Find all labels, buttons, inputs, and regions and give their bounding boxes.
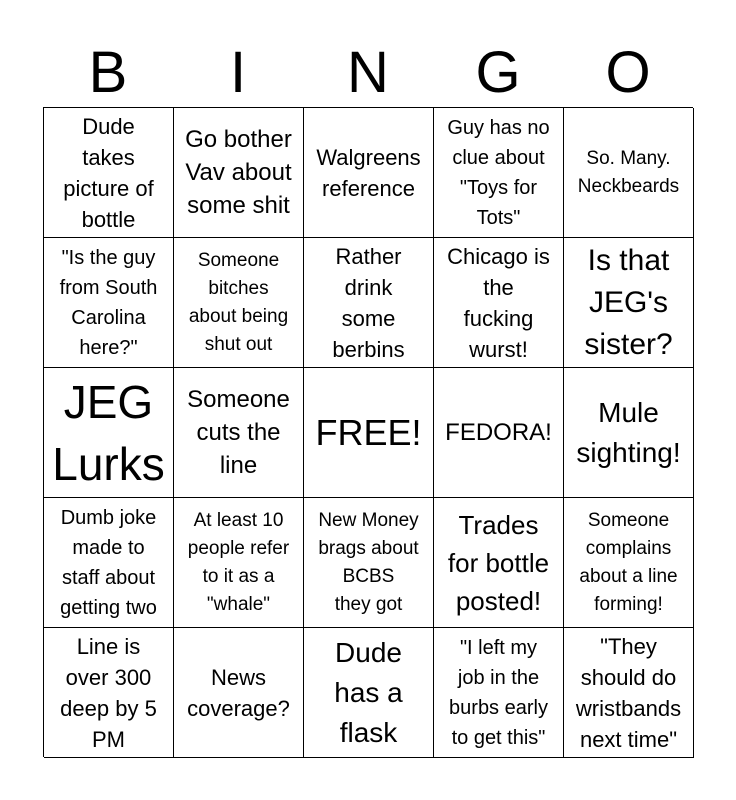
cell-text: Rather drink some berbins: [332, 243, 405, 362]
bingo-cell[interactable]: [44, 498, 174, 628]
bingo-cell[interactable]: [44, 108, 174, 238]
cell-text: Someone complains about a line forming!: [579, 509, 678, 615]
cell-text: News coverage?: [187, 664, 290, 721]
cell-text: JEG Lurks: [52, 375, 165, 490]
cell-text: New Money brags about BCBS they got: [318, 509, 419, 615]
cell-text: Line is over 300 deep by 5 PM: [60, 633, 157, 752]
cell-text: Someone cuts the line: [187, 386, 290, 479]
header-letter-i: I: [229, 40, 247, 105]
bingo-cell[interactable]: [44, 368, 174, 498]
bingo-cell[interactable]: [564, 498, 694, 628]
cell-text: Go bother Vav about some shit: [185, 126, 292, 219]
bingo-cell[interactable]: [174, 628, 304, 758]
cell-text: FREE!: [315, 411, 422, 453]
bingo-cell[interactable]: [174, 238, 304, 368]
bingo-cell[interactable]: [434, 368, 564, 498]
bingo-cell[interactable]: [564, 108, 694, 238]
cell-text: So. Many. Neckbeards: [577, 147, 680, 197]
cell-text: "I left my job in the burbs early to get this": [449, 636, 548, 749]
bingo-cell[interactable]: [434, 108, 564, 238]
bingo-header: [43, 40, 693, 106]
cell-text: FEDORA!: [445, 419, 552, 446]
bingo-cell[interactable]: [434, 628, 564, 758]
bingo-cell[interactable]: [174, 108, 304, 238]
cell-text: Dude takes picture of bottle: [63, 113, 154, 232]
cell-text: Walgreens reference: [316, 144, 421, 201]
cell-text: "They should do wristbands next time": [575, 633, 682, 752]
bingo-cell[interactable]: [304, 238, 434, 368]
cell-text: At least 10 people refer to it as a "whale": [187, 509, 290, 615]
cell-text: Guy has no clue about "Toys for Tots": [447, 116, 550, 229]
cell-text: Dumb joke made to staff about getting two: [60, 506, 157, 619]
cell-text: Is that JEG's sister?: [584, 243, 673, 361]
bingo-cell[interactable]: [174, 498, 304, 628]
bingo-cell[interactable]: [174, 368, 304, 498]
bingo-cell[interactable]: [44, 238, 174, 368]
bingo-cell[interactable]: [44, 628, 174, 758]
bingo-cell[interactable]: [564, 368, 694, 498]
header-letter-g: G: [475, 40, 521, 105]
header-letter-n: N: [347, 40, 389, 105]
bingo-board: [43, 107, 693, 757]
bingo-cell[interactable]: [304, 498, 434, 628]
bingo-cell free-space[interactable]: [304, 368, 434, 498]
header-letter-b: B: [88, 40, 128, 105]
cell-text: Dude has a flask: [334, 636, 403, 748]
bingo-cell[interactable]: [304, 628, 434, 758]
bingo-cell[interactable]: [564, 628, 694, 758]
cell-text: Trades for bottle posted!: [447, 509, 550, 616]
cell-text: Someone bitches about being shut out: [188, 249, 289, 355]
bingo-cell[interactable]: [564, 238, 694, 368]
cell-text: "Is the guy from South Carolina here?": [59, 246, 158, 359]
header-letter-o: O: [605, 40, 651, 105]
bingo-cell[interactable]: [304, 108, 434, 238]
bingo-cell[interactable]: [434, 498, 564, 628]
cell-text: Chicago is the fucking wurst!: [447, 243, 550, 362]
bingo-cell[interactable]: [434, 238, 564, 368]
cell-text: Mule sighting!: [576, 396, 681, 468]
